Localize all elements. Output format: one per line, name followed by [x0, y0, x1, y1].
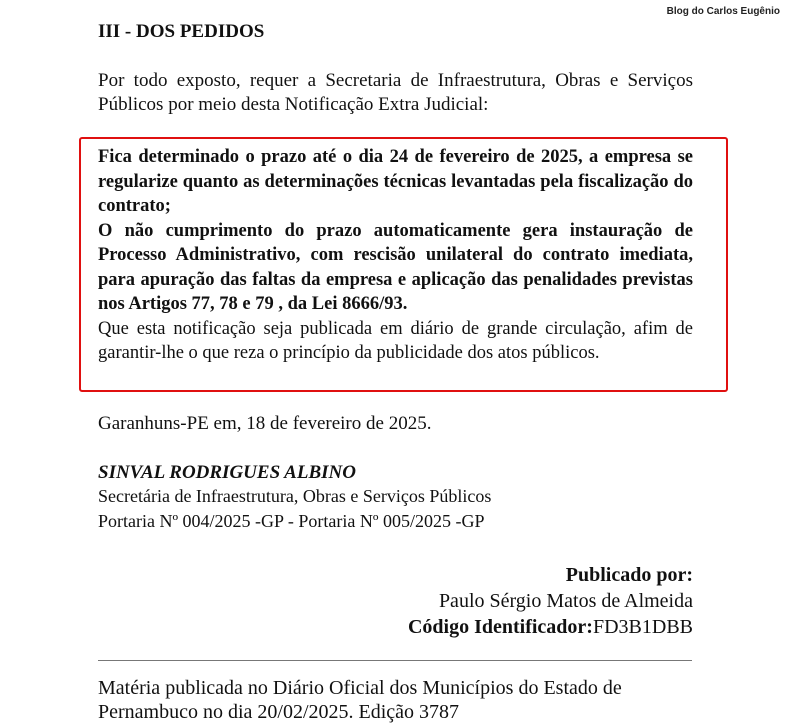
intro-paragraph: Por todo exposto, requer a Secretaria de Infraestrutura, Obras e Serviços Públicos por meio desta Notificação Extra Judicial:: [98, 70, 693, 115]
highlight-content: [98, 145, 693, 366]
publication-request-paragraph: Que esta notificação seja publicada em diário de grande circulação, afim de garantir-lhe o que reza o princípio da publicidade dos atos públicos.: [98, 318, 693, 363]
publisher-name: Paulo Sérgio Matos de Almeida: [438, 590, 693, 612]
consequence-paragraph: O não cumprimento do prazo automaticamente gera instauração de Processo Administrativo, com rescisão unilateral do contrato imediata, para apuração das faltas da empresa e aplicação das penalidades previstas nos Artigos 77, 78 e 79 , da Lei 8666/93.: [98, 220, 693, 314]
section-heading: III - DOS PEDIDOS: [98, 21, 265, 42]
divider: [98, 660, 692, 661]
watermark: Blog do Carlos Eugênio: [666, 6, 780, 17]
publication-block: [408, 562, 693, 640]
deadline-paragraph: Fica determinado o prazo até o dia 24 de fevereiro de 2025, a empresa se regularize quanto as determinações técnicas levantadas pela fiscalização do contrato;: [98, 147, 693, 216]
footer-note: Matéria publicada no Diário Oficial dos Municípios do Estado de Pernambuco no dia 20/02/2025. Edição 3787: [98, 677, 622, 723]
signer-portaria: Portaria Nº 004/2025 -GP - Portaria Nº 005/2025 -GP: [98, 511, 485, 531]
identifier-label: Código Identificador:: [407, 616, 593, 638]
date-line: Garanhuns-PE em, 18 de fevereiro de 2025.: [98, 413, 432, 434]
identifier-code: [408, 614, 693, 640]
published-by-label: Publicado por:: [565, 564, 693, 586]
identifier-value: FD3B1DBB: [592, 616, 693, 638]
signer-role: Secretária de Infraestrutura, Obras e Serviços Públicos: [98, 486, 492, 506]
signer-name: SINVAL RODRIGUES ALBINO: [98, 462, 356, 483]
